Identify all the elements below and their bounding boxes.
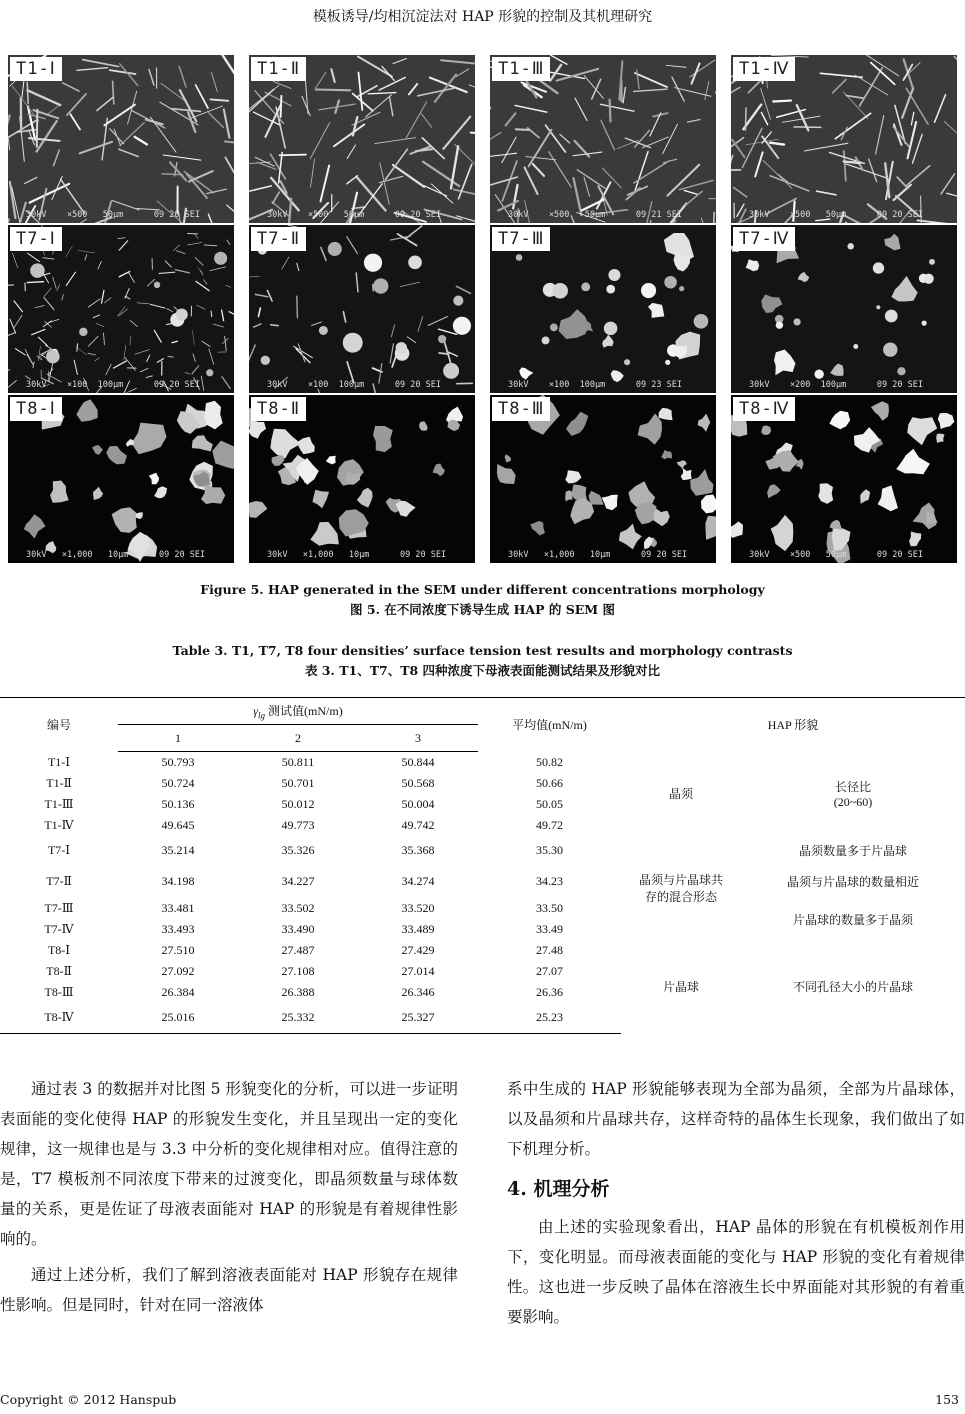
header-morphology: HAP 形貌 bbox=[621, 698, 965, 752]
scale-bar-info: 30kV ×500 50μm 09 21 SEI bbox=[508, 210, 682, 220]
left-column bbox=[0, 1074, 458, 1320]
panel-label: T1-Ⅲ bbox=[492, 57, 550, 81]
sem-panel bbox=[490, 395, 716, 563]
t8-desc: 不同孔径大小的片晶球 bbox=[792, 980, 913, 994]
header-measure: $\gamma_{lg}$ 测试值(mN/m) bbox=[118, 698, 478, 725]
scale-bar-info: 30kV ×500 50μm 09 20 SEI bbox=[749, 210, 923, 220]
table-row: T8-Ⅰ 27.510 27.487 27.429 27.48 片晶球 不同孔径大小的片晶球 bbox=[0, 940, 965, 961]
scale-bar-info: 30kV ×1,000 10μm 09 20 SEI bbox=[26, 550, 206, 560]
panel-label: T7-Ⅱ bbox=[251, 227, 306, 251]
scale-bar-info: 30kV ×1,000 10μm 09 20 SEI bbox=[508, 550, 688, 560]
t7-desc-1: 晶须数量多于片晶球 bbox=[798, 843, 907, 858]
table-row: T1-Ⅰ 50.793 50.811 50.844 50.82 晶须 长径比 (20~60) bbox=[0, 752, 965, 774]
panel-label: T7-Ⅲ bbox=[492, 227, 550, 251]
paragraph: 系中生成的 HAP 形貌能够表现为全部为晶须，全部为片晶球体，以及晶须和片晶球共存，这样奇特的晶体生长现象，我们做出了如下机理分析。 bbox=[507, 1080, 965, 1158]
panel-label: T1-Ⅰ bbox=[10, 57, 62, 81]
panel-label: T7-Ⅰ bbox=[10, 227, 62, 251]
right-column bbox=[507, 1074, 965, 1332]
t7-desc-2: 晶须与片晶球的数量相近 bbox=[786, 874, 919, 889]
t8-class: 片晶球 bbox=[662, 980, 699, 994]
table-row: T8-Ⅳ 25.016 25.332 25.327 25.23 bbox=[0, 1003, 965, 1033]
sem-panel bbox=[8, 55, 234, 223]
panel-label: T7-Ⅳ bbox=[733, 227, 795, 251]
table-row: T1-Ⅱ 50.724 50.701 50.568 50.66 bbox=[46, 776, 563, 790]
paragraph: 通过表 3 的数据并对比图 5 形貌变化的分析，可以进一步证明表面能的变化使得 HAP 的形貌发生变化，并且呈现出一定的变化规律，这一规律也是与 3.3 中分析的变化规律相对应。值得注意的是，T7 模板剂不同浓度下带来的过渡变化，即晶须数量与球体数量的关系，更是佐证了母液表面能对 HAP 的形貌是有着规律性影响的。 bbox=[0, 1080, 458, 1248]
paragraph: 由上述的实验现象看出，HAP 晶体的形貌在有机模板剂作用下，变化明显。而母液表面能的变化与 HAP 形貌的变化有着规律性。这也进一步反映了晶体在溶液生长中界面能对其形貌的有着重要影响。 bbox=[507, 1218, 965, 1326]
figure-caption-zh: 图 5. 在不同浓度下诱导生成 HAP 的 SEM 图 bbox=[350, 602, 615, 617]
t7-class: 晶须与片晶球共 存的混合形态 bbox=[638, 873, 723, 904]
sem-panel bbox=[8, 395, 234, 563]
table-caption-zh: 表 3. T1、T7、T8 四种浓度下母液表面能测试结果及形貌对比 bbox=[304, 663, 661, 678]
surface-tension-table bbox=[0, 697, 965, 1034]
sem-panel bbox=[731, 395, 957, 563]
table-caption-en: Table 3. T1, T7, T8 four densities’ surface tension test results and morphology contrasts bbox=[172, 643, 793, 658]
sem-panel bbox=[490, 225, 716, 393]
t7-desc-34: 片晶球的数量多于晶须 bbox=[792, 912, 913, 927]
sem-panel bbox=[249, 55, 475, 223]
scale-bar-info: 30kV ×100 100μm 09 20 SEI bbox=[267, 380, 441, 390]
running-header: 模板诱导/均相沉淀法对 HAP 形貌的控制及其机理研究 bbox=[312, 9, 653, 25]
sem-panel bbox=[249, 225, 475, 393]
panel-label: T1-Ⅳ bbox=[733, 57, 795, 81]
table-row: T1-Ⅳ 49.645 49.773 49.742 49.72 bbox=[44, 818, 563, 832]
sem-figure bbox=[8, 55, 964, 565]
sem-panel bbox=[731, 55, 957, 223]
panel-label: T8-Ⅳ bbox=[733, 397, 795, 421]
scale-bar-info: 30kV ×100 100μm 09 20 SEI bbox=[26, 380, 200, 390]
t1-class: 晶须 bbox=[668, 787, 693, 802]
t1-desc: 长径比 (20~60) bbox=[833, 779, 873, 809]
scale-bar-info: 30kV ×500 50μm 09 20 SEI bbox=[267, 210, 441, 220]
header-trial-2: 2 bbox=[238, 725, 358, 752]
panel-label: T8-Ⅲ bbox=[492, 397, 550, 421]
sem-panel bbox=[249, 395, 475, 563]
panel-label: T8-Ⅰ bbox=[10, 397, 62, 421]
sem-panel bbox=[731, 225, 957, 393]
table-row: T7-Ⅲ 33.481 33.502 33.520 33.50 片晶球的数量多于晶须 bbox=[0, 898, 965, 919]
table-row: T7-Ⅱ 34.198 34.227 34.274 34.23 晶须与片晶球的数量相近 bbox=[0, 864, 965, 898]
scale-bar-info: 30kV ×500 50μm 09 20 SEI bbox=[749, 550, 923, 560]
header-trial-1: 1 bbox=[118, 725, 238, 752]
panel-label: T1-Ⅱ bbox=[251, 57, 306, 81]
scale-bar-info: 30kV ×1,000 10μm 09 20 SEI bbox=[267, 550, 447, 560]
scale-bar-info: 30kV ×100 100μm 09 23 SEI bbox=[508, 380, 682, 390]
header-id: 编号 bbox=[0, 698, 118, 752]
paragraph: 通过上述分析，我们了解到溶液表面能对 HAP 形貌存在规律性影响。但是同时，针对在同一溶液体 bbox=[0, 1266, 458, 1314]
header-average: 平均值(mN/m) bbox=[478, 698, 621, 752]
page-number: 153 bbox=[935, 1392, 959, 1407]
table-row: T1-Ⅲ 50.136 50.012 50.004 50.05 bbox=[44, 797, 563, 811]
table-row: T7-Ⅳ 33.493 33.490 33.489 33.49 bbox=[44, 922, 563, 936]
panel-label: T8-Ⅱ bbox=[251, 397, 306, 421]
sem-panel bbox=[490, 55, 716, 223]
figure-caption-en: Figure 5. HAP generated in the SEM under different concentrations morphology bbox=[200, 582, 765, 597]
table-row: T7-Ⅰ 35.214 35.326 35.368 35.30 晶须与片晶球共 存的混合形态 晶须数量多于片晶球 bbox=[0, 836, 965, 864]
scale-bar-info: 30kV ×500 50μm 09 20 SEI bbox=[26, 210, 200, 220]
table-row: T8-Ⅲ 26.384 26.388 26.346 26.36 bbox=[44, 985, 563, 999]
section-heading: 4. 机理分析 bbox=[507, 1178, 610, 1200]
header-trial-3: 3 bbox=[358, 725, 478, 752]
table-row: T8-Ⅱ 27.092 27.108 27.014 27.07 bbox=[46, 964, 563, 978]
scale-bar-info: 30kV ×200 100μm 09 20 SEI bbox=[749, 380, 923, 390]
sem-panel bbox=[8, 225, 234, 393]
copyright: Copyright © 2012 Hanspub bbox=[0, 1392, 177, 1407]
